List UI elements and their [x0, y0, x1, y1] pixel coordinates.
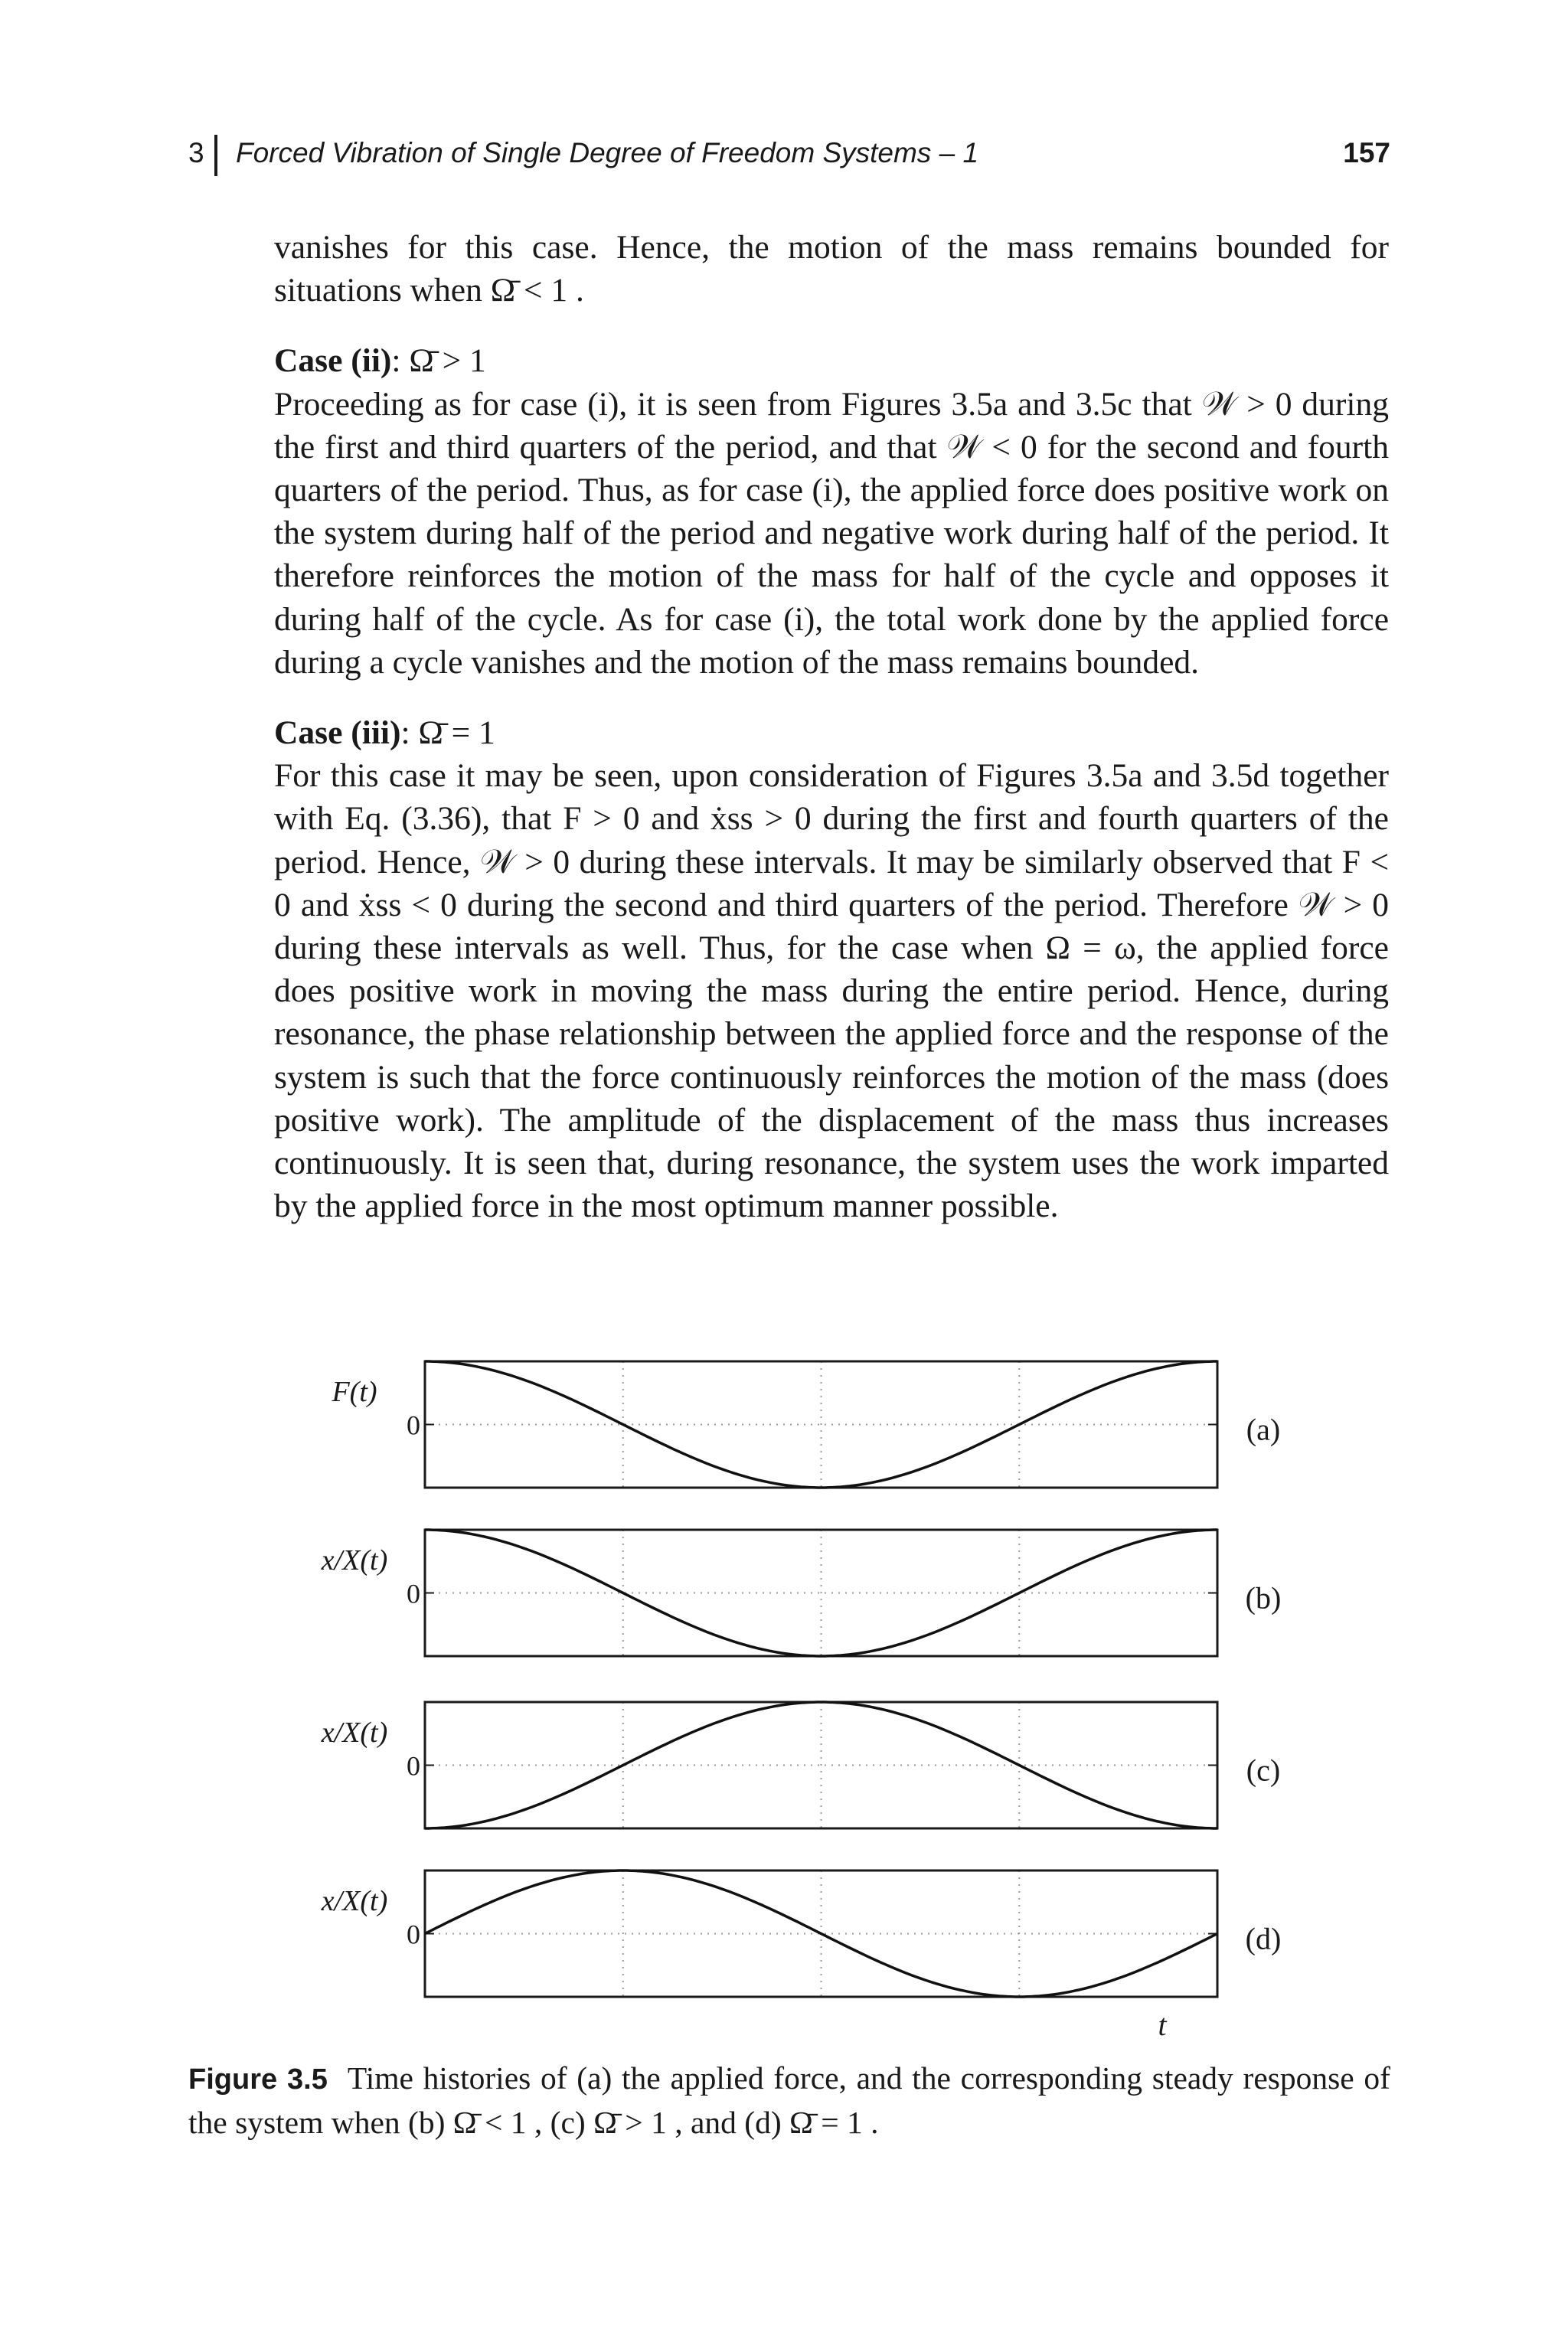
panel-d-tag: (d) — [1245, 1921, 1282, 1956]
panel-b-zero-label: 0 — [407, 1578, 420, 1609]
caption-cond-c: Ω̄ > 1 , — [593, 2105, 683, 2140]
panel-d-curve — [425, 1870, 1217, 1997]
caption-label: Figure 3.5 — [188, 2063, 328, 2096]
panel-c-zero-label: 0 — [407, 1750, 420, 1782]
panel-a-zero-label: 0 — [407, 1410, 420, 1441]
paragraph-case-ii: Proceeding as for case (i), it is seen from Figures 3.5a and 3.5c that 𝒲 > 0 during the first and third quarters of the period, and that 𝒲 < 0 for the second and fourth quarters of the period. Thus, as for case (i), the applied force does positive work on the system during half of the period and negative work during half of the period. It therefore reinforces the motion of the mass for half of the cycle and opposes it during half of the cycle. As for case (i), the total work done by the applied force during a cycle vanishes and the motion of the mass remains bounded. — [274, 385, 1389, 681]
figure-caption — [188, 2057, 1390, 2144]
case-iii-label: Case (iii) — [274, 714, 401, 752]
time-history-plots — [0, 1348, 1568, 2060]
panel-b-tag: (b) — [1245, 1580, 1282, 1616]
page-number: 157 — [1343, 137, 1390, 168]
case-iii-condition: Ω̄ = 1 — [418, 714, 495, 752]
panel-d-zero-label: 0 — [407, 1919, 420, 1950]
caption-text-a: Time histories of (a) the applied force, and the corresponding steady response of the system when (b) — [188, 2060, 1390, 2140]
case-iii-heading: Case (iii): Ω̄ = 1 — [274, 714, 495, 752]
panel-b-ylabel: x/X(t) — [321, 1544, 388, 1576]
caption-cond-d: Ω̄ = 1 . — [789, 2105, 879, 2140]
case-ii-label: Case (ii) — [274, 342, 392, 380]
paragraph-intro: vanishes for this case. Hence, the motion of the mass remains bounded for situations when Ω̄ < 1 . — [274, 229, 1389, 309]
panel-d-ylabel: x/X(t) — [321, 1885, 388, 1917]
caption-text-d: and (d) — [690, 2105, 782, 2140]
page-header — [188, 132, 1390, 178]
case-ii-heading: Case (ii): Ω̄ > 1 — [274, 342, 486, 380]
panel-a-ylabel: F(t) — [332, 1376, 377, 1408]
panel-a-tag: (a) — [1246, 1412, 1281, 1447]
panel-c-tag: (c) — [1246, 1753, 1281, 1788]
chapter-number: 3 — [188, 137, 204, 168]
header-divider — [214, 135, 217, 176]
caption-text-c: (c) — [550, 2105, 586, 2140]
caption-cond-b: Ω̄ < 1 , — [452, 2105, 543, 2140]
figure-3-5 — [0, 1348, 1568, 2060]
running-title: Forced Vibration of Single Degree of Freedom Systems – 1 — [236, 137, 979, 168]
case-ii-condition: Ω̄ > 1 — [409, 342, 486, 380]
body-text — [274, 226, 1389, 1227]
x-axis-label: t — [1158, 2008, 1167, 2042]
panel-c-ylabel: x/X(t) — [321, 1717, 388, 1749]
paragraph-case-iii: For this case it may be seen, upon consideration of Figures 3.5a and 3.5d together with Eq. (3.36), that F > 0 and ẋss > 0 during the first and fourth quarters of the period. Hence, 𝒲 > 0 during these intervals. It may be similarly observed that F < 0 and ẋss < 0 during the second and third quarters of the period. Therefore 𝒲 > 0 during these intervals as well. Thus, for the case when Ω = ω, the applied force does positive work in moving the mass during the entire period. Hence, during resonance, the phase relationship between the applied force and the response of the system is such that the force continuously reinforces the motion of the mass (does positive work). The amplitude of the displacement of the mass thus increases continuously. It is seen that, during resonance, the system uses the work imparted by the applied force in the most optimum manner possible. — [274, 757, 1389, 1225]
